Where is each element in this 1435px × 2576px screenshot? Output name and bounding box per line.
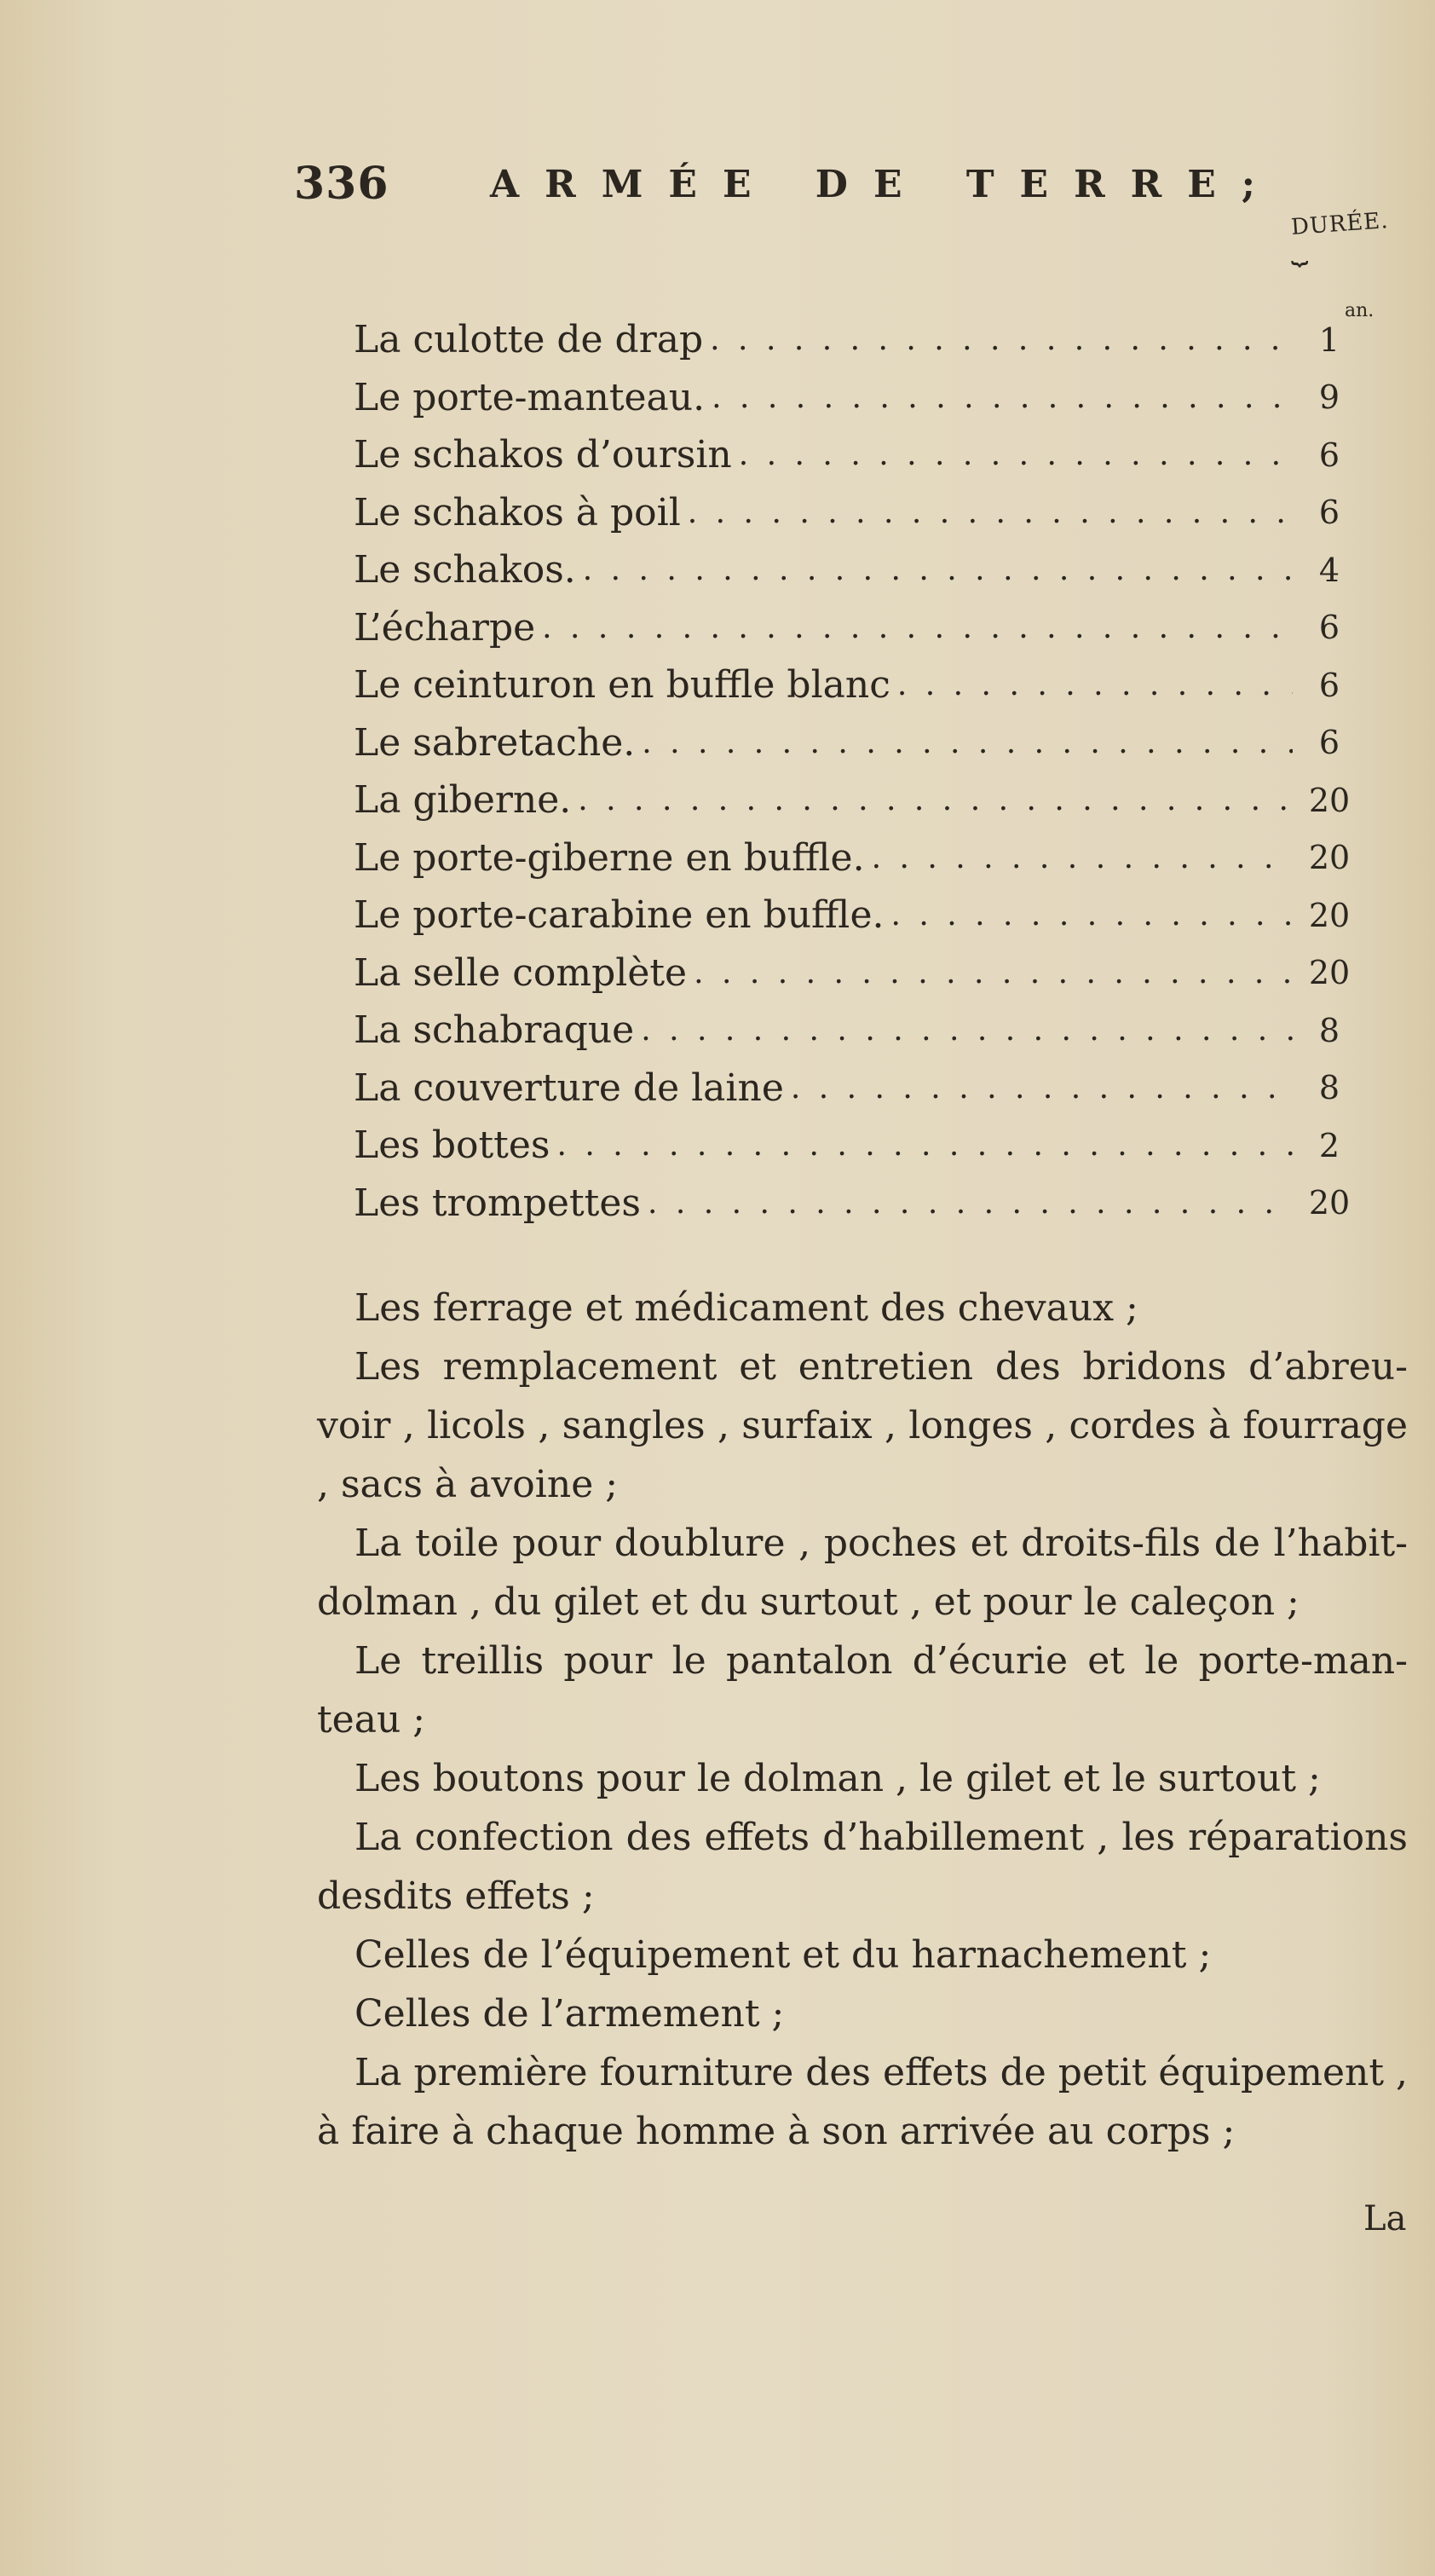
dot-leader xyxy=(578,783,1293,817)
item-label: Le porte-giberne en buffle. xyxy=(354,835,865,880)
item-label: La culotte de drap xyxy=(354,318,704,362)
item-label: Le ceinturon en buffle blanc xyxy=(354,663,890,708)
page-header xyxy=(294,158,1317,226)
item-label: Le sabretache. xyxy=(354,720,636,765)
item-duration: 6 xyxy=(1318,436,1340,474)
table-row xyxy=(354,541,1359,599)
item-label: Le porte-carabine en buffle. xyxy=(354,893,885,938)
table-row xyxy=(354,714,1359,772)
item-label: Les bottes xyxy=(354,1123,550,1168)
paragraph: Le treillis pour le pantalon d’écurie et le porte-man-teau ; xyxy=(317,1639,1408,1741)
body-text xyxy=(317,1279,1408,2161)
durations-table xyxy=(354,311,1359,1232)
paragraph: La première fourniture des effets de petit équipement , à faire à chaque homme à son arrivée au corps ; xyxy=(317,2051,1408,2153)
item-duration: 8 xyxy=(1318,1011,1340,1049)
table-row xyxy=(354,771,1359,829)
dot-leader xyxy=(712,380,1293,415)
table-row xyxy=(354,1175,1359,1233)
table-row xyxy=(354,369,1359,427)
table-row xyxy=(354,311,1359,369)
dot-leader xyxy=(583,552,1293,587)
item-duration: 20 xyxy=(1308,839,1351,877)
paragraph: Les remplacement et entretien des bridons d’abreu-voir , licols , sangles , surfaix , longes , cordes à fourrage , sacs à avoine ; xyxy=(317,1345,1408,1506)
dot-leader xyxy=(642,725,1293,760)
dot-leader xyxy=(739,437,1293,472)
item-duration: 20 xyxy=(1308,781,1351,819)
dot-leader xyxy=(897,667,1293,702)
item-duration: 8 xyxy=(1318,1069,1340,1107)
paragraph: Celles de l’équipement et du harnachement ; xyxy=(354,1933,1212,1977)
table-row xyxy=(354,484,1359,542)
item-duration: 1 xyxy=(1318,321,1340,359)
item-duration: 20 xyxy=(1308,954,1351,992)
item-label: La couverture de laine xyxy=(354,1066,784,1110)
duration-unit: an. xyxy=(1345,300,1374,321)
item-duration: 2 xyxy=(1318,1126,1340,1164)
item-label: Le porte-manteau. xyxy=(354,375,706,419)
item-label: La giberne. xyxy=(354,778,572,823)
dot-leader xyxy=(556,1128,1293,1163)
paragraph: La toile pour doublure , poches et droits-fils de l’habit-dolman , du gilet et du surtout , et pour le caleçon ; xyxy=(317,1522,1408,1624)
dot-leader xyxy=(542,610,1293,645)
item-duration: 4 xyxy=(1318,551,1340,589)
table-row xyxy=(354,426,1359,484)
item-duration: 6 xyxy=(1318,724,1340,762)
table-row xyxy=(354,599,1359,657)
duration-column-header: DURÉE. xyxy=(1290,208,1390,240)
item-duration: 6 xyxy=(1318,494,1340,532)
table-row xyxy=(354,656,1359,714)
item-duration: 20 xyxy=(1308,896,1351,934)
item-label: Le schakos. xyxy=(354,548,576,592)
table-row xyxy=(354,1060,1359,1118)
page-number: 336 xyxy=(294,158,389,210)
dot-leader xyxy=(694,956,1293,991)
dot-leader xyxy=(872,840,1293,875)
item-label: Les trompettes xyxy=(354,1181,641,1225)
item-label: La selle complète xyxy=(354,950,688,995)
paragraph: Les boutons pour le dolman , le gilet et le surtout ; xyxy=(354,1757,1321,1800)
dot-leader xyxy=(791,1071,1293,1106)
item-label: Le schakos d’oursin xyxy=(354,433,732,477)
dot-leader xyxy=(688,495,1293,530)
item-label: L’écharpe xyxy=(354,605,536,650)
item-label: Le schakos à poil xyxy=(354,490,681,534)
duration-brace-icon: ⏟ xyxy=(1291,232,1309,266)
table-row xyxy=(354,1117,1359,1175)
item-duration: 6 xyxy=(1318,609,1340,647)
dot-leader xyxy=(648,1186,1293,1221)
table-row xyxy=(354,829,1359,887)
item-duration: 20 xyxy=(1308,1184,1351,1222)
item-duration: 6 xyxy=(1318,666,1340,704)
table-row xyxy=(354,1002,1359,1060)
dot-leader xyxy=(641,1013,1293,1048)
table-row xyxy=(354,944,1359,1002)
item-label: La schabraque xyxy=(354,1008,635,1053)
table-row xyxy=(354,887,1359,944)
paragraph: Les ferrage et médicament des chevaux ; xyxy=(354,1286,1138,1330)
dot-leader xyxy=(710,322,1293,357)
item-duration: 9 xyxy=(1318,378,1340,417)
catchword: La xyxy=(1363,2199,1407,2238)
paragraph: La confection des effets d’habillement , les réparations desdits effets ; xyxy=(317,1816,1408,1918)
running-title: ARMÉE DE TERRE; xyxy=(490,163,1282,206)
paragraph: Celles de l’armement ; xyxy=(354,1992,785,2036)
dot-leader xyxy=(891,898,1294,933)
